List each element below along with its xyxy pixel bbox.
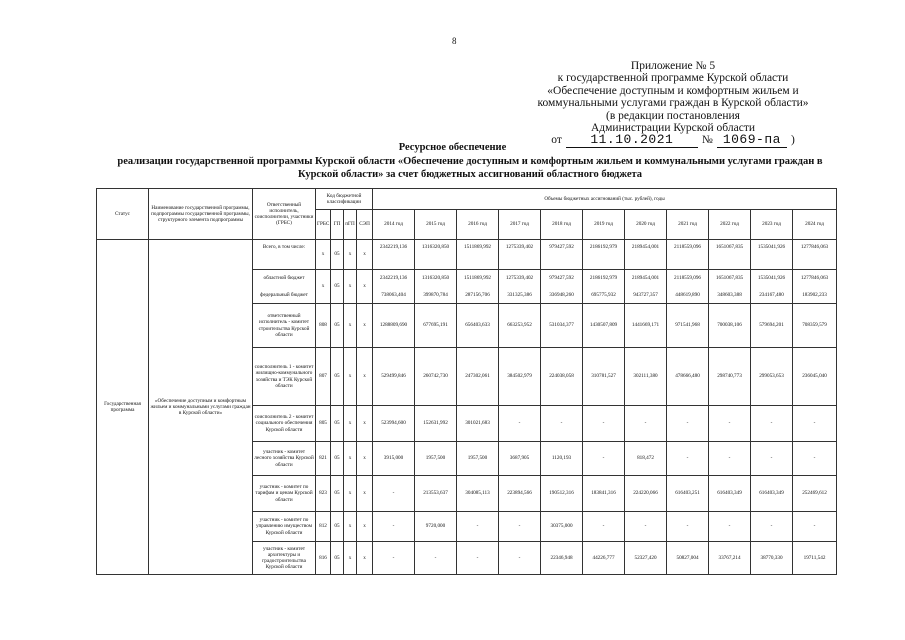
value-cell: 252469,612 [793,476,837,512]
value-cell-part: 979427,592 [549,275,574,282]
value-cell-part: 2189454,001 [631,275,660,282]
code-pgp-cell: x [344,542,357,575]
resource-table [96,188,837,575]
value-cell: 301021,683 [457,406,499,442]
value-cell: - [667,442,709,476]
value-cell: 304085,113 [457,476,499,512]
value-cell: - [751,406,793,442]
code-sep-cell: x [357,406,373,442]
code-sep-cell: x [357,442,373,476]
value-cell: - [625,406,667,442]
code-grbs-cell: 821 [316,442,331,476]
page-number: 8 [452,36,457,46]
value-cell-part: 2342219,136 [379,275,408,282]
row-label-cell: Всего, в том числе: [253,240,316,270]
value-cell [541,270,583,304]
value-cell: 616403,251 [667,476,709,512]
closing-paren: ) [790,134,795,147]
value-cell: 529499,846 [373,348,415,406]
value-cell: - [583,406,625,442]
header-responsible: Ответственный исполнитель, соисполнители, участники (ГРБС) [253,189,316,240]
value-cell: 616403,349 [709,476,751,512]
from-label: от [551,134,562,147]
code-gp-cell: 05 [331,270,344,304]
row-label-cell-part: федеральный бюджет [260,291,308,298]
value-cell [709,270,751,304]
header-year: 2021 год [667,210,709,240]
code-sep-cell: x [357,542,373,575]
value-cell: 579694,201 [751,304,793,348]
row-label-cell: участник - комитет по тарифам и ценам Курской области [253,476,316,512]
code-gp-cell: 05 [331,542,344,575]
value-cell: 2118559,096 [667,240,709,270]
value-cell: 33767,214 [709,542,751,575]
value-cell: - [793,442,837,476]
code-sep-cell: x [357,270,373,304]
value-cell: 818,472 [625,442,667,476]
code-pgp-cell: x [344,512,357,542]
code-sep-cell: x [357,476,373,512]
value-cell: - [415,542,457,575]
code-grbs-cell: 812 [316,512,331,542]
value-cell: 236045,040 [793,348,837,406]
value-cell: - [373,512,415,542]
header-code-group: Код бюджетной классификации [316,189,373,210]
code-grbs-cell: 808 [316,304,331,348]
code-pgp-cell: x [344,348,357,406]
code-grbs-cell: 807 [316,348,331,406]
value-cell: 531034,377 [541,304,583,348]
table-row [97,240,837,270]
code-grbs-cell: 805 [316,406,331,442]
header-year: 2024 год [793,210,837,240]
appendix-header [503,60,843,148]
value-cell: 1120,193 [541,442,583,476]
header-year: 2017 год [499,210,541,240]
header-year: 2023 год [751,210,793,240]
header-code: ГП [331,210,344,240]
value-cell: - [709,512,751,542]
code-pgp-cell: x [344,240,357,270]
number-label: № [701,134,713,147]
value-cell: 52327,420 [625,542,667,575]
value-cell: 213553,637 [415,476,457,512]
value-cell: 9720,000 [415,512,457,542]
value-cell: 38770,330 [751,542,793,575]
code-gp-cell: 05 [331,304,344,348]
value-cell: - [625,512,667,542]
header-year: 2020 год [625,210,667,240]
value-cell: 2186192,979 [583,240,625,270]
value-cell-part: 1277846,063 [800,275,829,282]
value-cell: 979427,592 [541,240,583,270]
value-cell: - [499,542,541,575]
value-cell: - [373,476,415,512]
code-sep-cell: x [357,348,373,406]
value-cell: 677695,191 [415,304,457,348]
value-cell-part: 1651067,835 [715,275,744,282]
row-label-cell: соисполнитель 1 - комитет жилищно-коммунального хозяйства и ТЭК Курской области [253,348,316,406]
header-status: Статус [97,189,149,240]
value-cell-part: 448619,890 [675,291,700,298]
value-cell: 22346,948 [541,542,583,575]
value-cell: 708359,579 [793,304,837,348]
value-cell [625,270,667,304]
code-pgp-cell: x [344,304,357,348]
value-cell: 1511869,992 [457,240,499,270]
value-cell-part: 2118559,096 [673,275,702,282]
value-cell: 1430507,809 [583,304,625,348]
header-year: 2018 год [541,210,583,240]
code-grbs-cell: 816 [316,542,331,575]
value-cell-part: 183902,233 [802,291,827,298]
value-cell: 1277846,063 [793,240,837,270]
code-pgp-cell: x [344,406,357,442]
code-gp-cell: 05 [331,442,344,476]
code-gp-cell: 05 [331,240,344,270]
value-cell: - [667,406,709,442]
value-cell: 224038,058 [541,348,583,406]
value-cell [373,270,415,304]
value-cell [499,270,541,304]
value-cell-part: 287156,706 [465,291,490,298]
value-cell-part: 331325,386 [507,291,532,298]
resolution-number: 1069-па [717,134,787,147]
value-cell: 1288809,690 [373,304,415,348]
value-cell: 260742,730 [415,348,457,406]
value-cell: - [709,442,751,476]
value-cell: - [709,406,751,442]
value-cell: - [583,442,625,476]
value-cell: - [751,512,793,542]
value-cell-part: 738063,404 [381,291,406,298]
value-cell: 1957,500 [415,442,457,476]
header-year: 2014 год [373,210,415,240]
header-code: пГП [344,210,357,240]
value-cell: 2189454,001 [625,240,667,270]
status-cell: Государственная программа [97,240,149,575]
value-cell-part: 336948,260 [549,291,574,298]
value-cell: 1535041,926 [751,240,793,270]
value-cell: 478666,480 [667,348,709,406]
header-code: СЭП [357,210,373,240]
value-cell: 616403,349 [751,476,793,512]
row-label-cell: участник - комитет по управлению имуществом Курской области [253,512,316,542]
value-cell: 152631,992 [415,406,457,442]
value-cell [751,270,793,304]
header-year: 2019 год [583,210,625,240]
appendix-line: Администрации Курской области [591,122,755,135]
code-gp-cell: 05 [331,348,344,406]
row-label-cell: участник - комитет архитектуры и градостроительства Курской области [253,542,316,575]
header-name: Наименование государственной программы, подпрограммы государственной программы, структурного элемента подпрограммы [149,189,253,240]
code-sep-cell: x [357,304,373,348]
value-cell: 3915,000 [373,442,415,476]
value-cell-part: 399870,784 [423,291,448,298]
value-cell: 1957,500 [457,442,499,476]
value-cell: - [499,406,541,442]
value-cell: 971541,968 [667,304,709,348]
code-grbs-cell: x [316,270,331,304]
value-cell: 384502,979 [499,348,541,406]
code-pgp-cell: x [344,442,357,476]
value-cell: - [499,512,541,542]
appendix-line: Приложение № 5 [630,60,716,72]
row-label-cell [253,270,316,304]
appendix-line: (в редакции постановления [606,109,740,122]
value-cell: - [457,512,499,542]
value-cell-part: 1316320,850 [421,275,450,282]
code-gp-cell: 05 [331,476,344,512]
header-code: ГРБС [316,210,331,240]
value-cell: - [373,542,415,575]
value-cell: 299053,653 [751,348,793,406]
value-cell: - [457,542,499,575]
value-cell-part: 943727,357 [633,291,658,298]
value-cell: 30375,000 [541,512,583,542]
value-cell: 3687,905 [499,442,541,476]
value-cell: - [541,406,583,442]
value-cell [583,270,625,304]
value-cell-part: 348603,388 [717,291,742,298]
code-gp-cell: 05 [331,406,344,442]
row-label-cell: ответственный исполнитель - комитет строительства Курской области [253,304,316,348]
code-gp-cell: 05 [331,512,344,542]
header-volume-group: Объемы бюджетных ассигнований (тыс. рублей), годы [373,189,837,210]
value-cell-part: 1535041,926 [757,275,786,282]
value-cell: 1651067,835 [709,240,751,270]
value-cell: - [793,512,837,542]
value-cell: 302111,380 [625,348,667,406]
code-pgp-cell: x [344,476,357,512]
value-cell-part: 1275339,402 [505,275,534,282]
value-cell-part: 1511869,992 [463,275,492,282]
value-cell: 700038,106 [709,304,751,348]
program-name-cell: «Обеспечение доступным и комфортным жильем и коммунальными услугами граждан в Курской области» [149,240,253,575]
code-grbs-cell: 823 [316,476,331,512]
value-cell: 1441669,171 [625,304,667,348]
value-cell: 298740,773 [709,348,751,406]
value-cell-part: 2186192,979 [589,275,618,282]
header-year: 2022 год [709,210,751,240]
document-title: Ресурсное обеспечение [398,142,507,153]
value-cell: 50827,004 [667,542,709,575]
value-cell: 224220,066 [625,476,667,512]
row-label-cell-part: областной бюджет [263,275,305,282]
value-cell: 2342219,136 [373,240,415,270]
value-cell: 656403,633 [457,304,499,348]
document-subtitle: реализации государственной программы Курской области «Обеспечение доступным и комфортным жильем и коммунальными услугами граждан в Курской области» за счет бюджетных ассигнований областного бюджета [117,156,823,180]
value-cell: - [667,512,709,542]
code-sep-cell: x [357,240,373,270]
value-cell: 44226,777 [583,542,625,575]
value-cell: - [583,512,625,542]
value-cell [457,270,499,304]
code-grbs-cell: x [316,240,331,270]
value-cell: 223894,566 [499,476,541,512]
value-cell-part: 234167,480 [759,291,784,298]
value-cell: 247302,061 [457,348,499,406]
appendix-line: коммунальными услугами граждан в Курской области» [537,97,809,110]
row-label-cell: участник - комитет лесного хозяйства Курской области [253,442,316,476]
resolution-date: 11.10.2021 [566,134,698,147]
appendix-line: к государственной программе Курской области [557,72,789,85]
value-cell: 190512,316 [541,476,583,512]
value-cell: 1275339,402 [499,240,541,270]
value-cell [793,270,837,304]
value-cell: 663253,952 [499,304,541,348]
value-cell: 523994,600 [373,406,415,442]
value-cell: - [751,442,793,476]
value-cell: 19711,542 [793,542,837,575]
value-cell: 1316320,850 [415,240,457,270]
value-cell: - [793,406,837,442]
value-cell: 183841,316 [583,476,625,512]
header-year: 2015 год [415,210,457,240]
code-sep-cell: x [357,512,373,542]
value-cell [667,270,709,304]
value-cell: 310781,527 [583,348,625,406]
header-year: 2016 год [457,210,499,240]
row-label-cell: соисполнитель 2 - комитет социального обеспечения Курской области [253,406,316,442]
appendix-line: «Обеспечение доступным и комфортным жильем и [547,84,799,97]
value-cell [415,270,457,304]
code-pgp-cell: x [344,270,357,304]
value-cell-part: 695775,932 [591,291,616,298]
